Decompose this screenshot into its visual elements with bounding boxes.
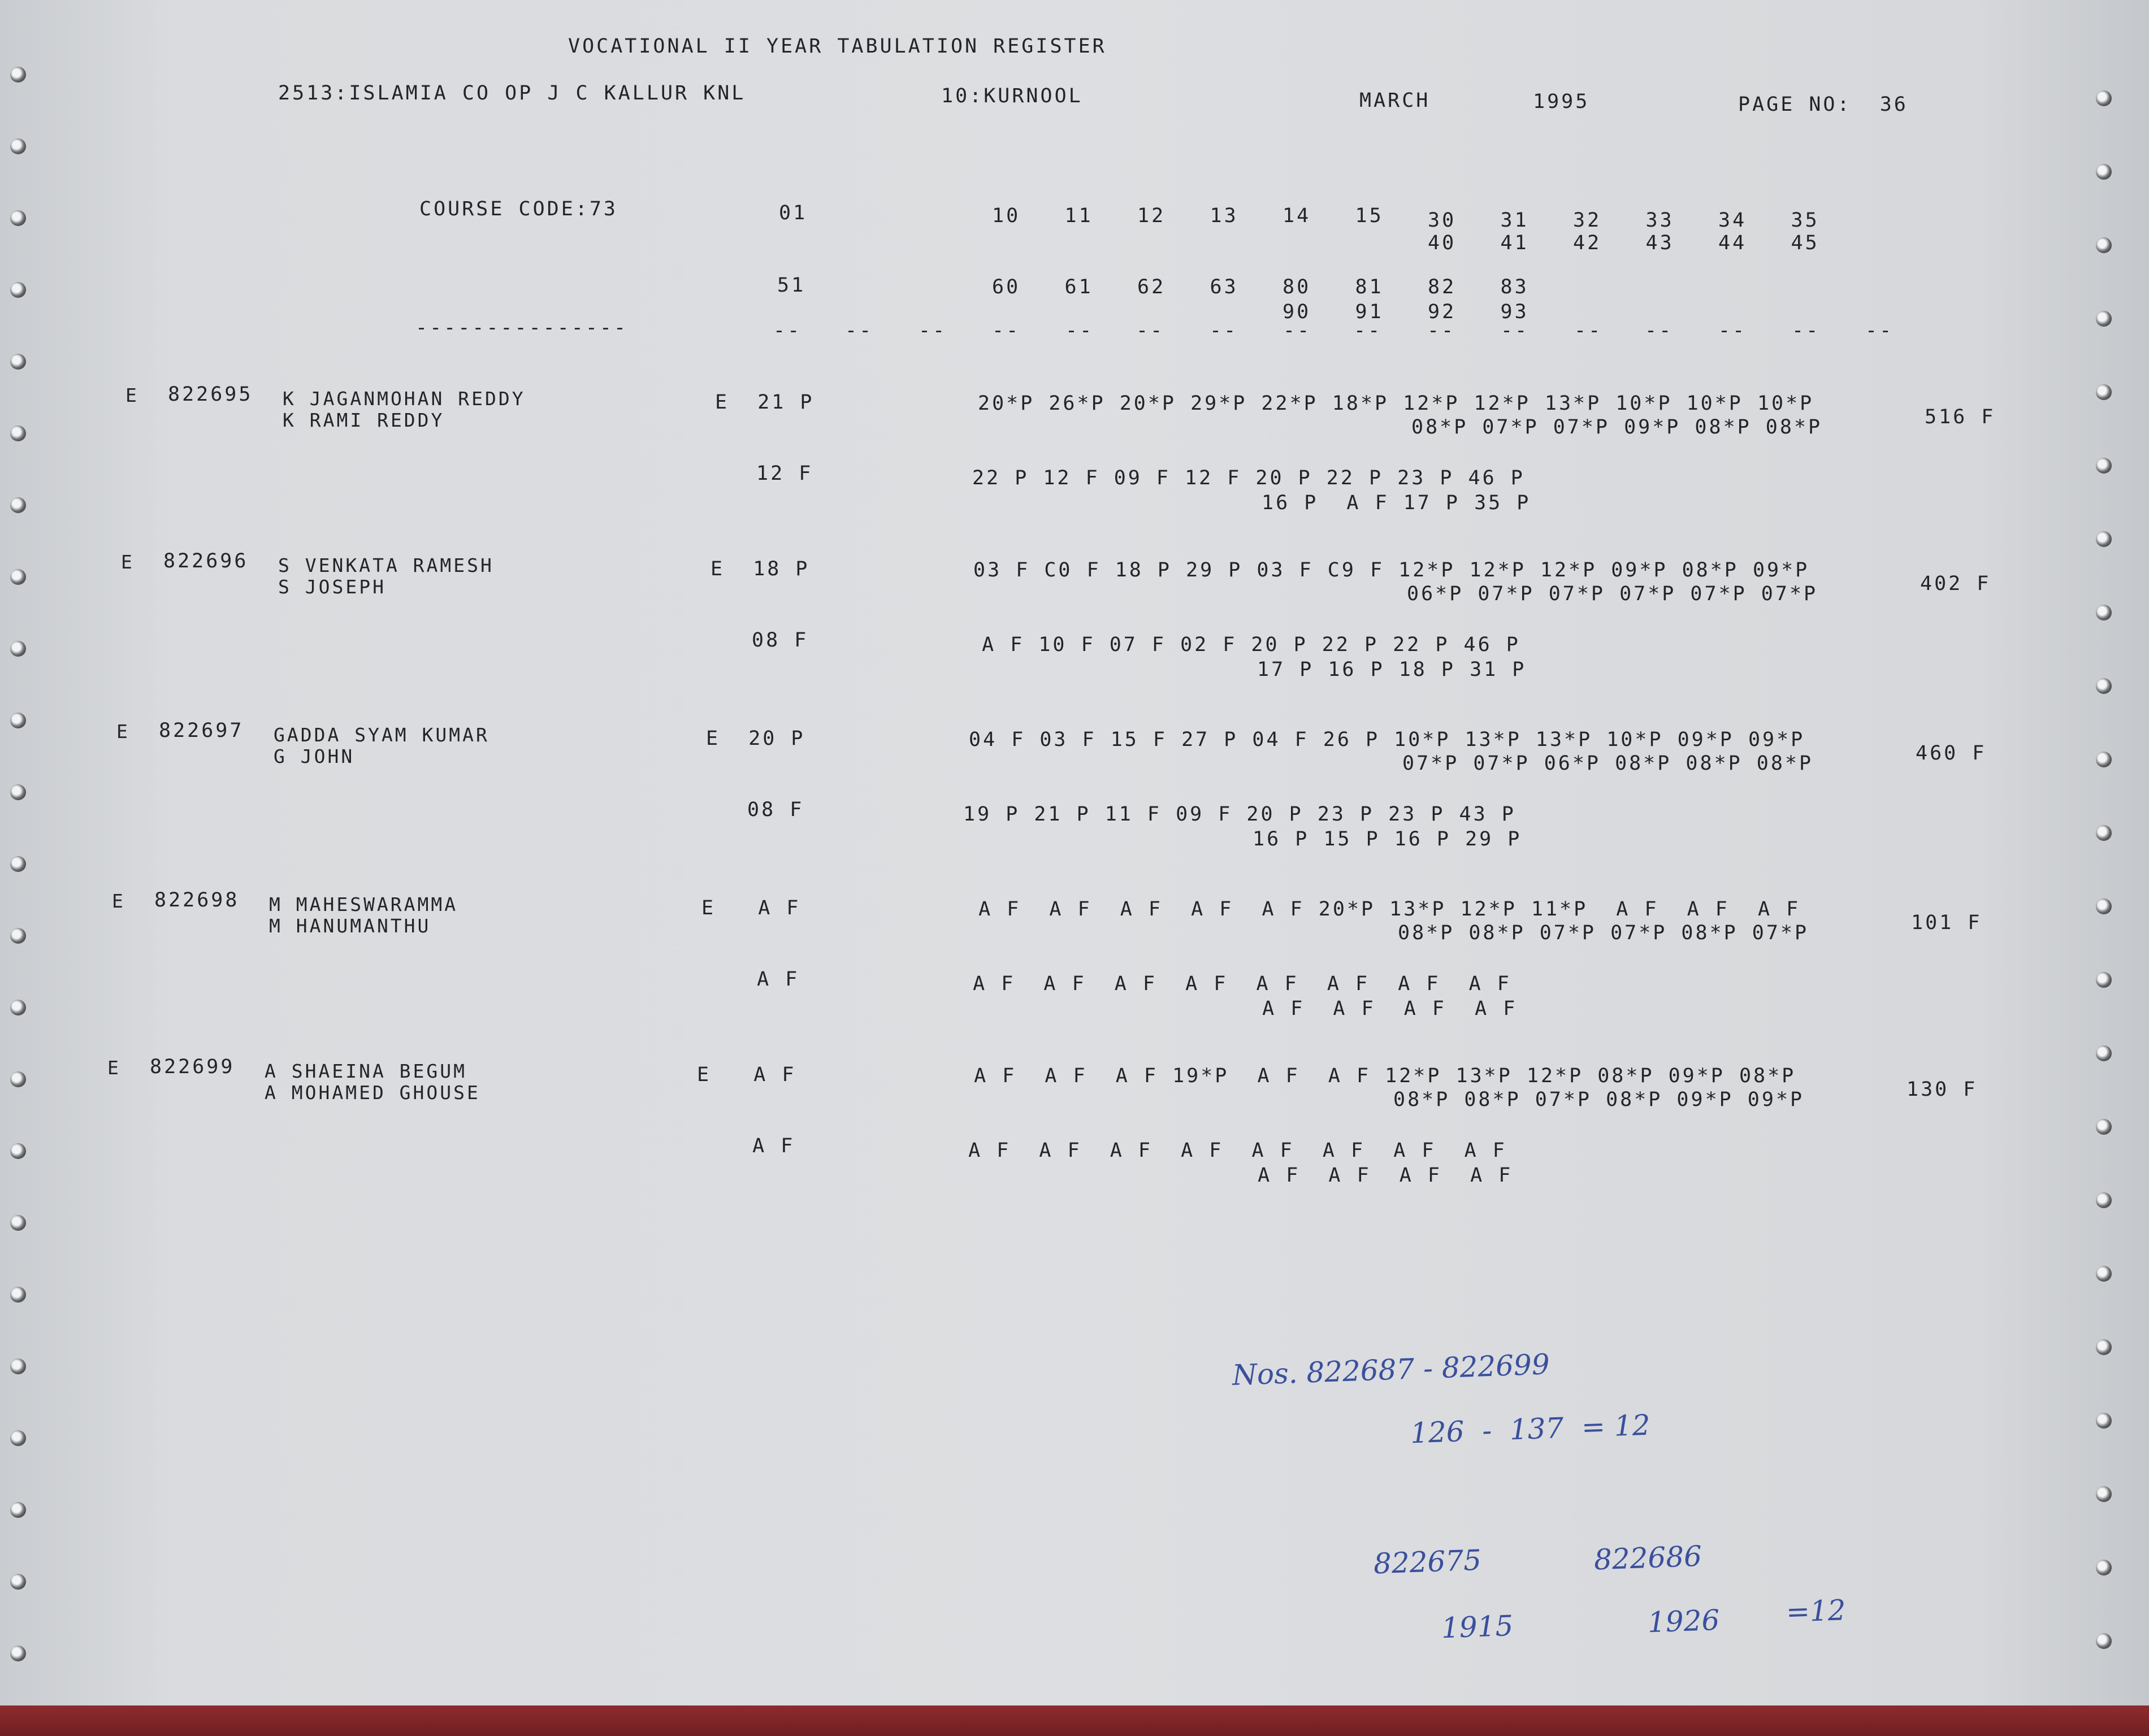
part1-score: E 20 P (706, 727, 805, 750)
feed-hole (2096, 311, 2112, 327)
candidate-name: K JAGANMOHAN REDDY (283, 388, 526, 410)
column-separator: -- (992, 319, 1021, 342)
column-separator: -- (1354, 319, 1383, 342)
feed-hole (2096, 384, 2112, 400)
part2-marks-line1: A F A F A F A F A F A F A F A F (959, 973, 1511, 995)
grand-total: 460 F (1916, 742, 1987, 765)
feed-hole (2096, 1045, 2112, 1061)
part2-marks-line1: 19 P 21 P 11 F 09 F 20 P 23 P 23 P 43 P (963, 803, 1516, 826)
grand-total: 516 F (1925, 406, 1996, 428)
subject-code: 60 (992, 276, 1021, 298)
part1-marks-line1: 04 F 03 F 15 F 27 P 04 F 26 P 10*P 13*P 13*P 10*P 09*P 09*P (969, 728, 1805, 751)
subject-code: 41 (1500, 232, 1529, 254)
subject-code: 61 (1064, 276, 1093, 298)
father-name: S JOSEPH (278, 576, 386, 598)
grand-total: 101 F (1911, 912, 1982, 934)
subject-code: 34 (1718, 209, 1747, 232)
part2-marks-line2: 16 P A F 17 P 35 P (1262, 492, 1531, 514)
feed-hole (2096, 972, 2112, 988)
course-code-01: 01 (779, 202, 808, 224)
part2-marks-line2: A F A F A F A F (1244, 1164, 1513, 1187)
father-name: A MOHAMED GHOUSE (265, 1082, 480, 1104)
feed-hole (10, 1574, 26, 1590)
feed-hole (10, 1000, 26, 1015)
feed-hole (10, 138, 26, 154)
binder-edge (0, 1705, 2149, 1736)
feed-hole (10, 641, 26, 657)
father-name: M HANUMANTHU (269, 915, 431, 937)
column-separator: -- (918, 319, 947, 342)
record-e-flag: E (112, 890, 125, 912)
feed-hole (2096, 1560, 2112, 1576)
feed-hole (10, 784, 26, 800)
feed-hole (10, 1215, 26, 1231)
feed-hole (2096, 899, 2112, 914)
subject-code: 43 (1645, 232, 1674, 254)
feed-hole (10, 856, 26, 872)
register-number: 822698 (154, 889, 240, 912)
subject-code: 30 (1428, 209, 1457, 232)
feed-hole (2096, 1119, 2112, 1135)
register-number: 822699 (150, 1056, 235, 1078)
feed-hole (10, 67, 26, 83)
candidate-name: GADDA SYAM KUMAR (274, 724, 489, 746)
feed-hole (2096, 237, 2112, 253)
father-name: G JOHN (274, 745, 355, 767)
feed-hole (10, 1430, 26, 1446)
part1-marks-line2: 06*P 07*P 07*P 07*P 07*P 07*P (1407, 583, 1818, 605)
part1-score: E 18 P (710, 558, 810, 580)
subject-code: 32 (1573, 209, 1602, 232)
handwritten-note-total: =12 (1786, 1594, 1847, 1629)
feed-hole (2096, 825, 2112, 841)
feed-hole (2096, 164, 2112, 180)
feed-hole (10, 1287, 26, 1303)
feed-hole (10, 497, 26, 513)
part2-score: 08 F (747, 798, 804, 821)
column-separator: -- (1065, 319, 1094, 342)
course-code-label: COURSE CODE:73 (419, 198, 618, 220)
part1-marks-line2: 08*P 08*P 07*P 08*P 09*P 09*P (1393, 1088, 1805, 1111)
subject-code: 13 (1210, 205, 1238, 227)
part2-score: 08 F (752, 629, 809, 652)
handwritten-note-range2-end: 822686 (1593, 1539, 1702, 1577)
feed-hole (2096, 1486, 2112, 1502)
part2-marks-line2: 16 P 15 P 16 P 29 P (1253, 828, 1522, 850)
subject-code: 10 (992, 205, 1021, 227)
feed-hole (10, 426, 26, 441)
feed-hole (10, 928, 26, 944)
feed-hole (2096, 458, 2112, 474)
column-separator: -- (1210, 319, 1238, 342)
part1-marks-line2: 08*P 08*P 07*P 07*P 08*P 07*P (1398, 922, 1809, 944)
feed-hole (10, 210, 26, 226)
subject-code: 90 (1283, 301, 1311, 323)
subject-code: 80 (1283, 276, 1311, 298)
subject-code: 42 (1573, 232, 1602, 254)
feed-hole (10, 1071, 26, 1087)
handwritten-note-range: Nos. 822687 - 822699 (1232, 1348, 1550, 1392)
subject-code: 12 (1137, 205, 1166, 227)
column-separator: -- (1645, 319, 1674, 342)
feed-hole (2096, 605, 2112, 620)
part2-marks-line1: 22 P 12 F 09 F 12 F 20 P 22 P 23 P 46 P (972, 467, 1525, 489)
column-separator: -- (1865, 319, 1894, 342)
grand-total: 130 F (1907, 1078, 1978, 1101)
column-separator: -- (1136, 319, 1165, 342)
column-separator: -- (1427, 319, 1456, 342)
exam-month: MARCH (1359, 89, 1431, 112)
record-e-flag: E (116, 721, 130, 743)
part2-marks-line1: A F A F A F A F A F A F A F A F (954, 1139, 1507, 1162)
feed-hole (2096, 531, 2112, 547)
feed-hole (10, 282, 26, 298)
feed-hole (2096, 1633, 2112, 1649)
subject-code: 15 (1355, 205, 1384, 227)
handwritten-note-range2-start: 822675 (1373, 1543, 1482, 1581)
feed-hole (2096, 1339, 2112, 1355)
part2-marks-line2: 17 P 16 P 18 P 31 P (1257, 658, 1527, 681)
part2-score: 12 F (756, 462, 813, 485)
feed-hole (2096, 1192, 2112, 1208)
register-number: 822697 (159, 719, 244, 742)
part2-marks-line1: A F 10 F 07 F 02 F 20 P 22 P 22 P 46 P (968, 633, 1520, 656)
part1-marks-line1: 20*P 26*P 20*P 29*P 22*P 18*P 12*P 12*P 13*P 10*P 10*P 10*P (978, 392, 1814, 415)
header-separator: --------------- (415, 316, 629, 339)
handwritten-note-count: 126 - 137 = 12 (1410, 1408, 1651, 1450)
part1-marks-line1: A F A F A F A F A F 20*P 13*P 12*P 11*P A F A F A F (964, 898, 1801, 921)
column-separator: -- (773, 319, 802, 342)
part2-score: A F (738, 1135, 795, 1157)
handwritten-note-num-start: 1915 (1441, 1609, 1514, 1645)
page-number: PAGE NO: 36 (1738, 93, 1908, 116)
feed-hole (10, 1502, 26, 1518)
part1-marks-line2: 07*P 07*P 06*P 08*P 08*P 08*P (1402, 752, 1814, 775)
subject-code: 45 (1791, 232, 1819, 254)
subject-code: 14 (1283, 205, 1311, 227)
subject-code: 31 (1500, 209, 1529, 232)
column-separator: -- (1574, 319, 1603, 342)
subject-code: 40 (1428, 232, 1457, 254)
column-separator: -- (1283, 319, 1312, 342)
course-code-51: 51 (777, 274, 806, 297)
feed-hole (10, 713, 26, 728)
subject-code: 62 (1137, 276, 1166, 298)
register-number: 822696 (163, 550, 249, 572)
column-separator: -- (1718, 319, 1747, 342)
subject-code: 83 (1500, 276, 1529, 298)
candidate-name: A SHAEINA BEGUM (265, 1060, 467, 1082)
column-separator: -- (1792, 319, 1821, 342)
feed-hole (10, 569, 26, 585)
part2-score: A F (743, 968, 800, 991)
subject-code: 92 (1428, 301, 1457, 323)
feed-hole (10, 1143, 26, 1159)
grand-total: 402 F (1920, 572, 1991, 595)
record-e-flag: E (125, 384, 139, 406)
column-separator: -- (1501, 319, 1530, 342)
feed-hole (10, 1359, 26, 1374)
subject-code: 91 (1355, 301, 1384, 323)
record-e-flag: E (121, 551, 135, 573)
handwritten-note-num-end: 1926 (1647, 1603, 1721, 1639)
feed-hole (2096, 1413, 2112, 1429)
subject-code: 11 (1064, 205, 1093, 227)
subject-code: 82 (1428, 276, 1457, 298)
subject-code: 63 (1210, 276, 1238, 298)
part1-score: E 21 P (715, 391, 814, 414)
part2-marks-line2: A F A F A F A F (1248, 997, 1518, 1020)
part1-score: E A F (701, 897, 801, 919)
register-title: VOCATIONAL II YEAR TABULATION REGISTER (568, 35, 1107, 58)
register-number: 822695 (168, 383, 253, 406)
feed-hole (2096, 1266, 2112, 1282)
column-separator: -- (845, 319, 874, 342)
subject-code: 33 (1645, 209, 1674, 232)
father-name: K RAMI REDDY (283, 409, 445, 431)
subject-code: 44 (1718, 232, 1747, 254)
exam-year: 1995 (1533, 90, 1590, 113)
record-e-flag: E (107, 1057, 121, 1079)
part1-marks-line1: A F A F A F 19*P A F A F 12*P 13*P 12*P 08*P 09*P 08*P (960, 1065, 1796, 1087)
feed-hole (2096, 90, 2112, 106)
subject-code: 93 (1500, 301, 1529, 323)
feed-hole (2096, 752, 2112, 767)
feed-hole (10, 354, 26, 370)
subject-code: 81 (1355, 276, 1384, 298)
candidate-name: M MAHESWARAMMA (269, 893, 458, 915)
candidate-name: S VENKATA RAMESH (278, 554, 494, 576)
part1-marks-line2: 08*P 07*P 07*P 09*P 08*P 08*P (1411, 416, 1823, 439)
feed-hole (2096, 678, 2112, 694)
college-name: 2513:ISLAMIA CO OP J C KALLUR KNL (278, 82, 746, 105)
part1-marks-line1: 03 F C0 F 18 P 29 P 03 F C9 F 12*P 12*P 12*P 09*P 08*P 09*P (973, 559, 1810, 581)
feed-hole (10, 1646, 26, 1661)
subject-code: 35 (1791, 209, 1819, 232)
part1-score: E A F (697, 1064, 796, 1086)
district-name: 10:KURNOOL (941, 85, 1083, 107)
